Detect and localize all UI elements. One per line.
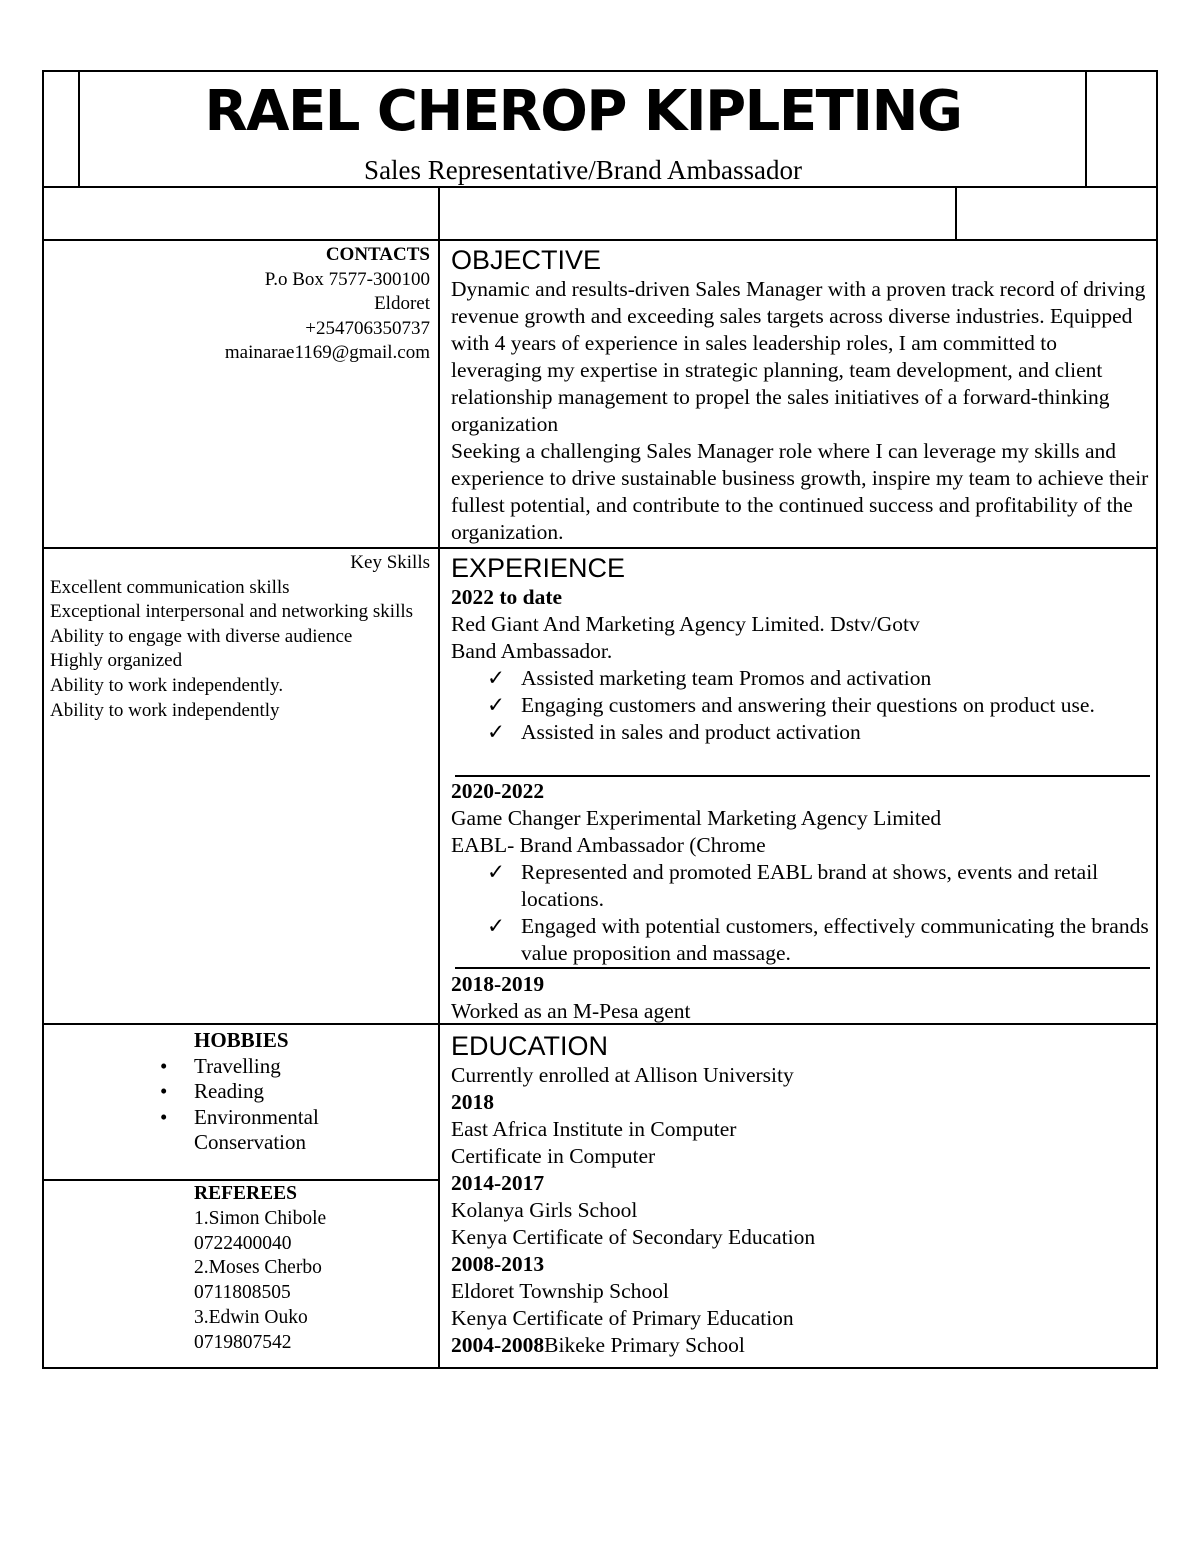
job-duty: ✓ Engaging customers and answering their questions on product use.	[487, 693, 1095, 717]
skills-heading: Key Skills	[350, 552, 430, 573]
experience-separator-1	[455, 775, 1150, 777]
job-company: Worked as an M-Pesa agent	[451, 999, 691, 1023]
job-duty: ✓ Engaged with potential customers, effectively communicating the brands value proposition and massage.	[487, 914, 1149, 965]
referee-phone: 0722400040	[194, 1232, 292, 1254]
column-divider-main	[438, 186, 440, 1369]
job-period: 2018-2019	[451, 972, 545, 996]
row-divider-objective	[42, 547, 1158, 549]
education-current: Currently enrolled at Allison University	[451, 1063, 794, 1087]
check-icon: ✓	[487, 693, 506, 717]
hobby-item: • Environmental Conservation	[160, 1104, 319, 1154]
table-border-top	[42, 70, 1158, 72]
skill-item: Highly organized	[50, 650, 183, 672]
education-year: 2014-2017	[451, 1171, 545, 1195]
education-award: Kenya Certificate of Primary Education	[451, 1306, 794, 1330]
education-school: Bikeke Primary School	[544, 1333, 745, 1357]
bullet-icon: •	[160, 1079, 168, 1103]
referees-section	[194, 1182, 424, 1356]
skills-section	[50, 551, 430, 723]
job-title: Sales Representative/Brand Ambassador	[364, 155, 802, 185]
skill-item: Exceptional interpersonal and networking skills	[50, 601, 414, 623]
bullet-icon: •	[160, 1104, 168, 1129]
candidate-name: RAEL CHEROP KIPLETING	[204, 79, 962, 144]
education-last-entry	[451, 1332, 1151, 1359]
referee-name: 1.Simon Chibole	[194, 1207, 327, 1229]
job-period: 2020-2022	[451, 779, 545, 803]
contacts-section	[50, 243, 430, 366]
hobbies-heading: HOBBIES	[194, 1028, 289, 1052]
row-divider-empty	[42, 239, 1158, 241]
job-role: EABL- Brand Ambassador (Chrome	[451, 833, 766, 857]
referee-phone: 0719807542	[194, 1331, 292, 1353]
education-year: 2004-2008	[451, 1333, 545, 1357]
check-icon: ✓	[487, 666, 506, 690]
experience-heading: EXPERIENCE	[451, 553, 626, 583]
experience-separator-2	[455, 967, 1150, 969]
referee-name: 2.Moses Cherbo	[194, 1257, 322, 1279]
table-border-right	[1156, 70, 1158, 1369]
job-company: Red Giant And Marketing Agency Limited. Dstv/Gotv	[451, 612, 920, 636]
objective-paragraph-1: Dynamic and results-driven Sales Manager with a proven track record of driving revenue growth and exceeding sales targets across diverse industries. Equipped with 4 years of experience in sales leadership roles, I am committed to leveraging my expertise in strategic planning, team development, and client relationship management to propel the sales initiatives of a forward-thinking organization	[451, 277, 1146, 436]
job-company: Game Changer Experimental Marketing Agency Limited	[451, 806, 942, 830]
job-duty: ✓ Assisted marketing team Promos and activation	[487, 666, 932, 690]
education-section	[451, 1030, 1151, 1359]
job-role: Band Ambassador.	[451, 639, 613, 663]
objective-paragraph-2: Seeking a challenging Sales Manager role where I can leverage my skills and experience to drive sustainable business growth, inspire my team to achieve their fullest potential, and contribute to the continued success and profitability of the organization.	[451, 439, 1149, 544]
bullet-icon: •	[160, 1053, 168, 1078]
job-duty: ✓ Assisted in sales and product activation	[487, 720, 861, 744]
education-year: 2008-2013	[451, 1252, 545, 1276]
hobbies-list	[160, 1054, 430, 1156]
skill-item: Ability to work independently	[50, 699, 280, 721]
hobby-item: • Reading	[160, 1079, 264, 1103]
skill-item: Excellent communication skills	[50, 576, 290, 598]
objective-section	[451, 244, 1151, 546]
education-heading: EDUCATION	[451, 1031, 609, 1061]
education-award: Kenya Certificate of Secondary Education	[451, 1225, 816, 1249]
experience-job-3	[451, 971, 1151, 1025]
skill-item: Ability to engage with diverse audience	[50, 625, 353, 647]
job-duties-list	[451, 859, 1151, 967]
contact-phone: +254706350737	[305, 317, 430, 339]
row-divider-hobbies	[42, 1179, 440, 1181]
referee-name: 3.Edwin Ouko	[194, 1306, 308, 1328]
referee-phone: 0711808505	[194, 1282, 291, 1304]
contact-city: Eldoret	[374, 293, 430, 315]
education-school: Kolanya Girls School	[451, 1198, 638, 1222]
check-icon: ✓	[487, 914, 506, 938]
hobby-item: • Travelling	[160, 1053, 281, 1078]
education-school: Eldoret Township School	[451, 1279, 669, 1303]
table-border-bottom	[42, 1367, 1158, 1369]
experience-job-2	[451, 778, 1151, 967]
row-divider-header	[42, 186, 1158, 188]
education-year: 2018	[451, 1090, 494, 1114]
objective-heading: OBJECTIVE	[451, 245, 602, 275]
experience-section	[451, 552, 1151, 746]
table-border-left	[42, 70, 44, 1369]
contact-address: P.o Box 7577-300100	[264, 268, 430, 290]
education-award: Certificate in Computer	[451, 1144, 656, 1168]
skill-item: Ability to work independently.	[50, 674, 284, 696]
referees-heading: REFEREES	[194, 1183, 297, 1204]
contacts-heading: CONTACTS	[325, 244, 430, 265]
column-divider-empty-row	[955, 186, 957, 241]
job-period: 2022 to date	[451, 585, 563, 609]
hobbies-section	[160, 1028, 430, 1156]
contact-email: mainarae1169@gmail.com	[224, 342, 430, 364]
job-duty: ✓ Represented and promoted EABL brand at shows, events and retail locations.	[487, 860, 1099, 911]
check-icon: ✓	[487, 720, 506, 744]
education-school: East Africa Institute in Computer	[451, 1117, 737, 1141]
job-duties-list	[451, 665, 1151, 746]
check-icon: ✓	[487, 860, 506, 884]
